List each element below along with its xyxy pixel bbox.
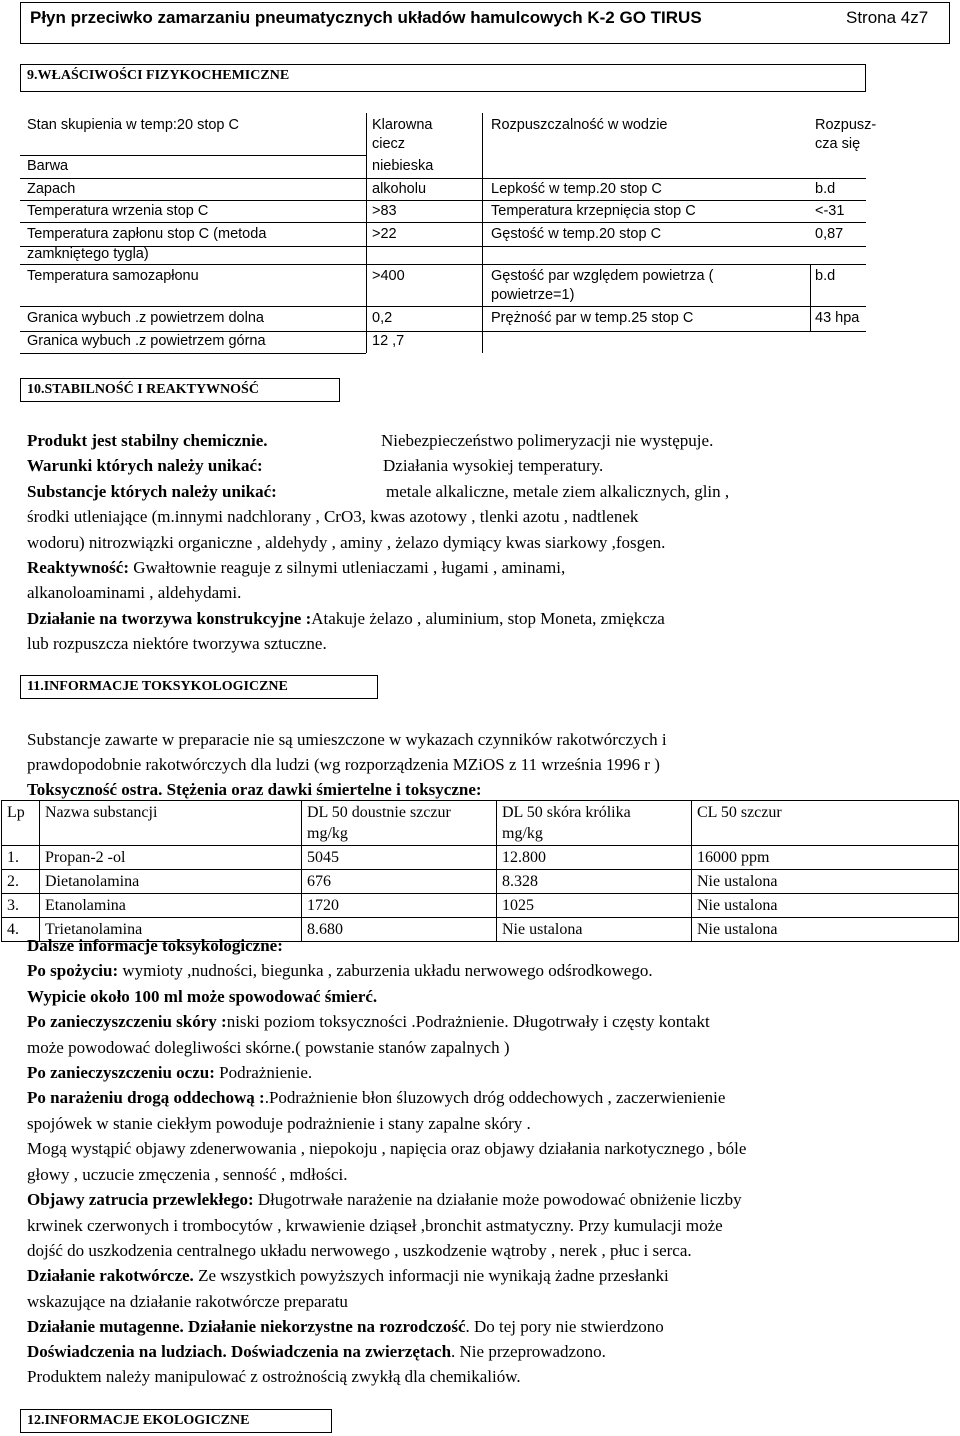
table-header-row xyxy=(2,801,959,846)
table-cell: Nie ustalona xyxy=(692,918,959,942)
table-cell: 12.800 xyxy=(497,846,692,870)
table-cell: 4. xyxy=(2,918,40,942)
table-cell: 5045 xyxy=(302,846,497,870)
chronic-text: Długotrwałe narażenie na działanie może powodować obniżenie liczby xyxy=(253,1190,742,1209)
fatal-dose: Wypicie około 100 ml może spowodować śmierć. xyxy=(27,987,378,1006)
prop-value: alkoholu xyxy=(372,181,427,197)
table-cell: 3. xyxy=(2,894,40,918)
ingestion-line xyxy=(27,958,653,983)
acute-toxicity-title: Toksyczność ostra. Stężenia oraz dawki śmiertelne i toksyczne: xyxy=(27,780,482,799)
chronic-text: dojść do uszkodzenia centralnego układu nerwowego , uszkodzenie wątroby , nerek , płuc i serca. xyxy=(27,1241,692,1260)
tox-intro: prawdopodobnie rakotwórczych dla ludzi (wg rozporządzenia MZiOS z 11 września 1996 r ) xyxy=(27,755,660,774)
eyes-label: Po zanieczyszczeniu oczu: xyxy=(27,1063,215,1082)
respiratory-line xyxy=(27,1085,725,1110)
column-header: Lp xyxy=(2,801,40,846)
prop-value: >22 xyxy=(372,226,397,242)
stability-label: Produkt jest stabilny chemicznie. xyxy=(27,431,268,450)
avoid-conditions-text: Działania wysokiej temperatury. xyxy=(383,456,604,475)
prop-label: Gęstość par względem powietrza ( xyxy=(491,268,714,284)
table-cell: 8.680 xyxy=(302,918,497,942)
table-cell: 1. xyxy=(2,846,40,870)
materials-label: Działanie na tworzywa konstrukcyjne : xyxy=(27,609,312,628)
prop-label: Temperatura samozapłonu xyxy=(27,268,199,284)
carcinogenic-text: Ze wszystkich powyższych informacji nie wynikają żadne przesłanki xyxy=(193,1266,669,1285)
prop-label: powietrze=1) xyxy=(491,287,575,303)
table-cell: Etanolamina xyxy=(40,894,302,918)
eyes-text: Podrażnienie. xyxy=(214,1063,313,1082)
prop-value: 43 hpa xyxy=(815,310,860,326)
ingestion-text: wymioty ,nudności, biegunka , zaburzenia układu nerwowego odśrodkowego. xyxy=(118,961,653,980)
table-cell: Nie ustalona xyxy=(692,870,959,894)
table-cell: 1720 xyxy=(302,894,497,918)
avoid-substances-text: metale alkaliczne, metale ziem alkalicznych, glin , xyxy=(386,482,730,501)
materials-text: lub rozpuszcza niektóre tworzywa sztuczne. xyxy=(27,634,327,653)
carcinogenic-line xyxy=(27,1263,669,1288)
table-cell: Nie ustalona xyxy=(497,918,692,942)
prop-value: >400 xyxy=(372,268,405,284)
table-cell: Dietanolamina xyxy=(40,870,302,894)
prop-label: Stan skupienia w temp:20 stop C xyxy=(27,117,239,133)
prop-label: Prężność par w temp.25 stop C xyxy=(491,310,694,326)
mutagenic-line xyxy=(27,1314,664,1339)
chronic-label: Objawy zatrucia przewlekłego: xyxy=(27,1190,254,1209)
carcinogenic-text: wskazujące na działanie rakotwórcze preparatu xyxy=(27,1292,348,1311)
table-cell: 676 xyxy=(302,870,497,894)
prop-value: 0,87 xyxy=(815,226,844,242)
eyes-line xyxy=(27,1060,312,1085)
reactivity-line xyxy=(27,555,565,580)
respiratory-label: Po narażeniu drogą oddechową : xyxy=(27,1088,265,1107)
prop-value: Rozpusz- xyxy=(815,117,877,133)
avoid-substances-text: wodoru) nitrozwiązki organiczne , aldehydy , aminy , żelazo dymiący kwas siarkowy ,fosgen. xyxy=(27,533,666,552)
respiratory-text: głowy , uczucie zmęczenia , senność , mdłości. xyxy=(27,1165,348,1184)
prop-label: Barwa xyxy=(27,158,69,174)
table-cell: 1025 xyxy=(497,894,692,918)
table-cell: 16000 ppm xyxy=(692,846,959,870)
table-cell: 8.328 xyxy=(497,870,692,894)
column-header: DL 50 skóra królika mg/kg xyxy=(497,801,692,846)
table-row xyxy=(2,846,959,870)
table-cell: Propan-2 -ol xyxy=(40,846,302,870)
prop-value: <-31 xyxy=(815,203,845,219)
prop-label: zamkniętego tygla) xyxy=(27,246,149,262)
prop-value: ciecz xyxy=(372,136,406,152)
respiratory-text: spojówek w stanie ciekłym powoduje podrażnienie i stany zapalne skóry . xyxy=(27,1114,531,1133)
prop-value: cza się xyxy=(815,136,861,152)
tox-intro: Substancje zawarte w preparacie nie są umieszczone w wykazach czynników rakotwórczych i xyxy=(27,730,667,749)
handling-note: Produktem należy manipulować z ostrożnością zwykłą dla chemikaliów. xyxy=(27,1367,521,1386)
skin-line xyxy=(27,1009,710,1034)
carcinogenic-label: Działanie rakotwórcze. xyxy=(27,1266,194,1285)
skin-label: Po zanieczyszczeniu skóry : xyxy=(27,1012,227,1031)
prop-label: Temperatura krzepnięcia stop C xyxy=(491,203,696,219)
avoid-substances-text: środki utleniające (m.innymi nadchlorany , CrO3, kwas azotowy , tlenki azotu , nadtlenek xyxy=(27,507,639,526)
section-11-heading: 11.INFORMACJE TOKSYKOLOGICZNE xyxy=(20,675,378,699)
respiratory-text: Mogą wystąpić objawy zdenerwowania , niepokoju , napięcia oraz objawy działania narkotycznego , bóle xyxy=(27,1139,747,1158)
prop-value: niebieska xyxy=(372,158,434,174)
reactivity-text: alkanoloaminami , aldehydami. xyxy=(27,583,242,602)
prop-label: Granica wybuch .z powietrzem dolna xyxy=(27,310,264,326)
table-row xyxy=(2,894,959,918)
prop-label: Granica wybuch .z powietrzem górna xyxy=(27,333,266,349)
more-tox-label: Dalsze informacje toksykologiczne: xyxy=(27,936,283,955)
mutagenic-label: Działanie mutagenne. Działanie niekorzystne na rozrodczość xyxy=(27,1317,466,1336)
prop-label: Rozpuszczalność w wodzie xyxy=(491,117,668,133)
experiments-text: . Nie przeprowadzono. xyxy=(451,1342,606,1361)
mutagenic-text: . Do tej pory nie stwierdzono xyxy=(465,1317,664,1336)
column-header: Nazwa substancji xyxy=(40,801,302,846)
prop-value: 12 ,7 xyxy=(372,333,405,349)
toxicity-table xyxy=(1,800,959,942)
table-cell: 2. xyxy=(2,870,40,894)
prop-label: Gęstość w temp.20 stop C xyxy=(491,226,662,242)
chronic-text: krwinek czerwonych i trombocytów , krwawienie dziąseł ,bronchit astmatyczny. Przy kumulacji może xyxy=(27,1216,723,1235)
skin-text: niski poziom toksyczności .Podrażnienie. Długotrwały i częsty kontakt xyxy=(226,1012,710,1031)
stability-text: Niebezpieczeństwo polimeryzacji nie występuje. xyxy=(381,431,714,450)
materials-line xyxy=(27,606,665,631)
document-title: Płyn przeciwko zamarzaniu pneumatycznych układów hamulcowych K-2 GO TIRUS xyxy=(30,8,702,27)
table-row xyxy=(2,870,959,894)
ingestion-label: Po spożyciu: xyxy=(27,961,119,980)
prop-label: Temperatura zapłonu stop C (metoda xyxy=(27,226,267,242)
prop-value: Klarowna xyxy=(372,117,433,133)
column-header: CL 50 szczur xyxy=(692,801,959,846)
prop-value: >83 xyxy=(372,203,397,219)
chronic-line xyxy=(27,1187,742,1212)
reactivity-label: Reaktywność: xyxy=(27,558,129,577)
section-10-heading: 10.STABILNOŚĆ I REAKTYWNOŚĆ xyxy=(20,378,340,402)
page-number: Strona 4z7 xyxy=(846,8,929,27)
table-cell: Trietanolamina xyxy=(40,918,302,942)
section-12-heading: 12.INFORMACJE EKOLOGICZNE xyxy=(20,1409,332,1433)
materials-text: Atakuje żelazo , aluminium, stop Moneta, zmiękcza xyxy=(311,609,665,628)
column-header: DL 50 doustnie szczur mg/kg xyxy=(302,801,497,846)
section-9-heading: 9.WŁAŚCIWOŚCI FIZYKOCHEMICZNE xyxy=(20,64,866,92)
experiments-label: Doświadczenia na ludziach. Doświadczenia na zwierzętach xyxy=(27,1342,452,1361)
prop-value: b.d xyxy=(815,268,836,284)
reactivity-text: Gwałtownie reaguje z silnymi utleniaczami , ługami , aminami, xyxy=(129,558,566,577)
prop-label: Temperatura wrzenia stop C xyxy=(27,203,209,219)
avoid-substances-label: Substancje których należy unikać: xyxy=(27,482,277,501)
prop-value: b.d xyxy=(815,181,836,197)
prop-label: Zapach xyxy=(27,181,76,197)
skin-text: może powodować dolegliwości skórne.( powstanie stanów zapalnych ) xyxy=(27,1038,510,1057)
experiments-line xyxy=(27,1339,606,1364)
prop-value: 0,2 xyxy=(372,310,393,326)
prop-label: Lepkość w temp.20 stop C xyxy=(491,181,662,197)
table-cell: Nie ustalona xyxy=(692,894,959,918)
respiratory-text: .Podrażnienie błon śluzowych dróg oddechowych , zaczerwienienie xyxy=(264,1088,726,1107)
avoid-conditions-label: Warunki których należy unikać: xyxy=(27,456,263,475)
